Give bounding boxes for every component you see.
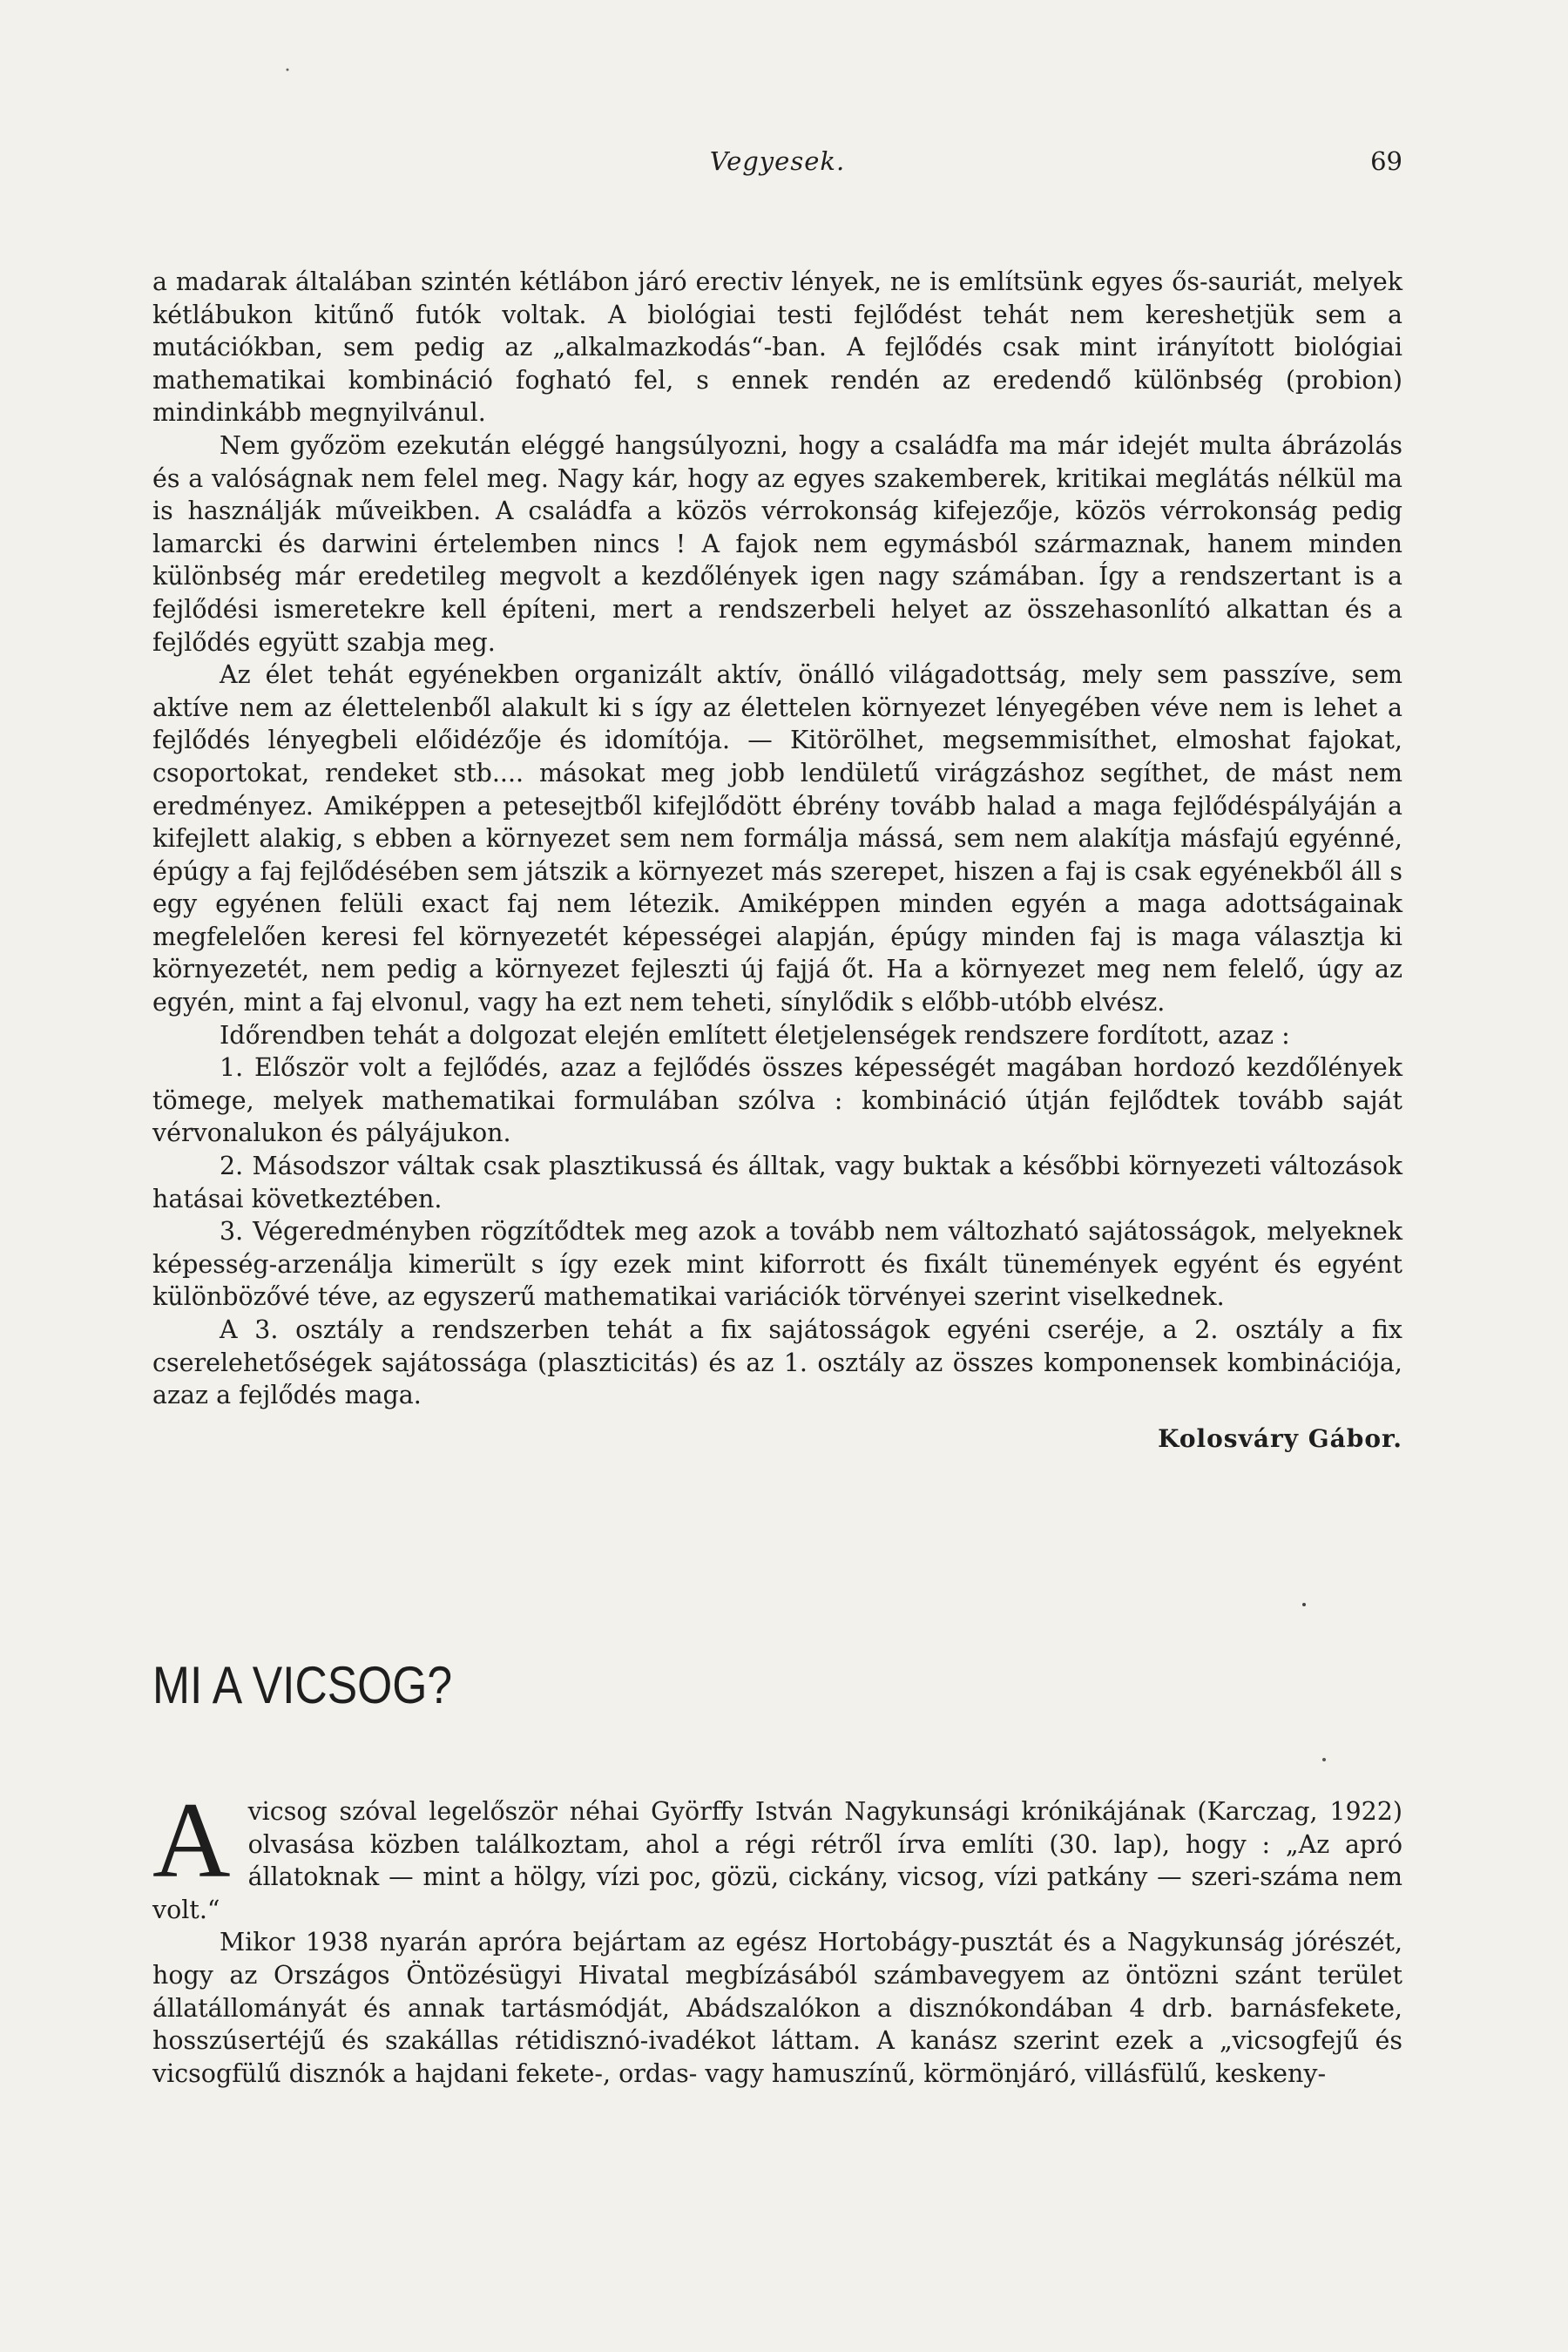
previous-article-body bbox=[152, 266, 1402, 1453]
paragraph-first-text: vicsog szóval legelőször néhai Györffy István Nagykunsági krónikájának (Karczag, 1922) olvasása közben találkoztam, ahol a régi rétről írva említi (30. lap), hogy : „Az apró állatoknak — mint a hölgy, vízi poc, gözü, cickány, vicsog, vízi patkány — szeri-száma nem volt.“ bbox=[152, 1797, 1402, 1924]
paragraph-conclusion: A 3. osztály a rendszerben tehát a fix sajátosságok egyéni cseréje, a 2. osztály a fix cserelehetőségek sajátossága (plaszticitás) és az 1. osztály az összes komponensek kombinációja, azaz a fejlődés maga. bbox=[152, 1315, 1402, 1410]
speck-mark bbox=[1322, 1758, 1326, 1761]
article-title: MI A VICSOG? bbox=[152, 1656, 453, 1714]
drop-cap: A bbox=[152, 1781, 231, 1900]
list-item-3: 3. Végeredményben rögzítődtek meg azok a tovább nem változható sajátosságok, melyeknek képesség-arzenálja kimerült s így ezek mint kiforrott és fixált tünemények egyént és egyént különbözővé téve, az egyszerű mathematikai variációk törvényei szerint viselkednek. bbox=[152, 1217, 1402, 1312]
article-body bbox=[152, 1781, 1402, 2090]
paragraph-continuation: a madarak általában szintén kétlábon járó erectiv lények, ne is említsünk egyes ős-sauriát, melyek kétlábukon kitűnő futók voltak. A biológiai testi fejlődést tehát nem kereshetjük sem a mutációkban, sem pedig az „alkalmazkodás“-ban. A fejlődés csak mint irányított biológiai mathematikai kombináció fogható fel, s ennek rendén az eredendő különbség (probion) mindinkább megnyilvánul. bbox=[152, 267, 1402, 428]
list-item-1: 1. Először volt a fejlődés, azaz a fejlődés összes képességét magában hordozó kezdőlények tömege, melyek mathematikai formulában szólva : kombináció útján fejlődtek tovább saját vérvonalukon és pályájukon. bbox=[152, 1053, 1402, 1148]
speck-mark bbox=[287, 69, 289, 71]
paragraph-first bbox=[152, 1781, 1402, 1926]
list-item-2: 2. Másodszor váltak csak plasztikussá és álltak, vagy buktak a későbbi környezeti változások hatásai következtében. bbox=[152, 1152, 1402, 1213]
page-header bbox=[152, 146, 1402, 181]
speck-mark bbox=[1302, 1603, 1306, 1606]
paragraph-hortobagy: Mikor 1938 nyarán apróra bejártam az egész Hortobágy-pusztát és a Nagykunság jórészét, hogy az Országos Öntözésügyi Hivatal megbízásából számbavegyem az öntözni szánt terület állatállományát és annak tartásmódját, Abádszalókon a disznókondában 4 drb. barnásfekete, hosszúsertéjű és szakállas rétidisznó-ivadékot láttam. A kanász szerint ezek a „vicsogfejű és vicsogfülű disznók a hajdani fekete-, ordas- vagy hamuszínű, körmönjáró, villásfülű, keskeny- bbox=[152, 1928, 1402, 2088]
paragraph-life-individuals: Az élet tehát egyénekben organizált aktív, önálló világadottság, mely sem passzíve, sem aktíve nem az élettelenből alakult ki s így az élettelen környezet lényegében véve nem is lehet a fejlődés lényegbeli előidézője és idomítója. — Kitörölhet, megsemmisíthet, elmoshat fajokat, csoportokat, rendeket stb.... másokat meg jobb lendületű virágzáshoz segíthet, de mást nem eredményez. Amiképpen a petesejtből kifejlődött ébrény tovább halad a maga fejlődéspályáján a kifejlett alakig, s ebben a környezet sem nem formálja mássá, sem nem alakítja másfajú egyénné, épúgy a faj fejlődésében sem játszik a környezet más szerepet, hiszen a faj is csak egyénekből áll s egy egyénen felüli exact faj nem létezik. Amiképpen minden egyén a maga adottságainak megfelelően keresi fel környezetét képességei alapján, épúgy minden faj is maga választja ki környezetét, nem pedig a környezet fejleszti új fajjá őt. Ha a környezet meg nem felelő, úgy az egyén, mint a faj elvonul, vagy ha ezt nem teheti, sínylődik s előbb-utóbb elvész. bbox=[152, 660, 1402, 1017]
paragraph-chronology-intro: Időrendben tehát a dolgozat elején említett életjelenségek rendszere fordított, azaz : bbox=[220, 1020, 1290, 1050]
running-head: Vegyesek. bbox=[709, 146, 846, 176]
page-number: 69 bbox=[1370, 146, 1402, 176]
paragraph-family-tree: Nem győzöm ezekután eléggé hangsúlyozni, hogy a családfa ma már idejét multa ábrázolás és a valóságnak nem felel meg. Nagy kár, hogy az egyes szakemberek, kritikai meglátás nélkül ma is használják műveikben. A családfa a közös vérrokonság kifejezője, közös vérrokonság pedig lamarcki és darwini értelemben nincs ! A fajok nem egymásból származnak, hanem minden különbség már eredetileg megvolt a kezdőlények igen nagy számában. Így a rendszertant is a fejlődési ismeretekre kell építeni, mert a rendszerbeli helyet az összehasonlító alkattan és a fejlődés együtt szabja meg. bbox=[152, 430, 1402, 657]
author-signature: Kolosváry Gábor. bbox=[1158, 1423, 1402, 1453]
